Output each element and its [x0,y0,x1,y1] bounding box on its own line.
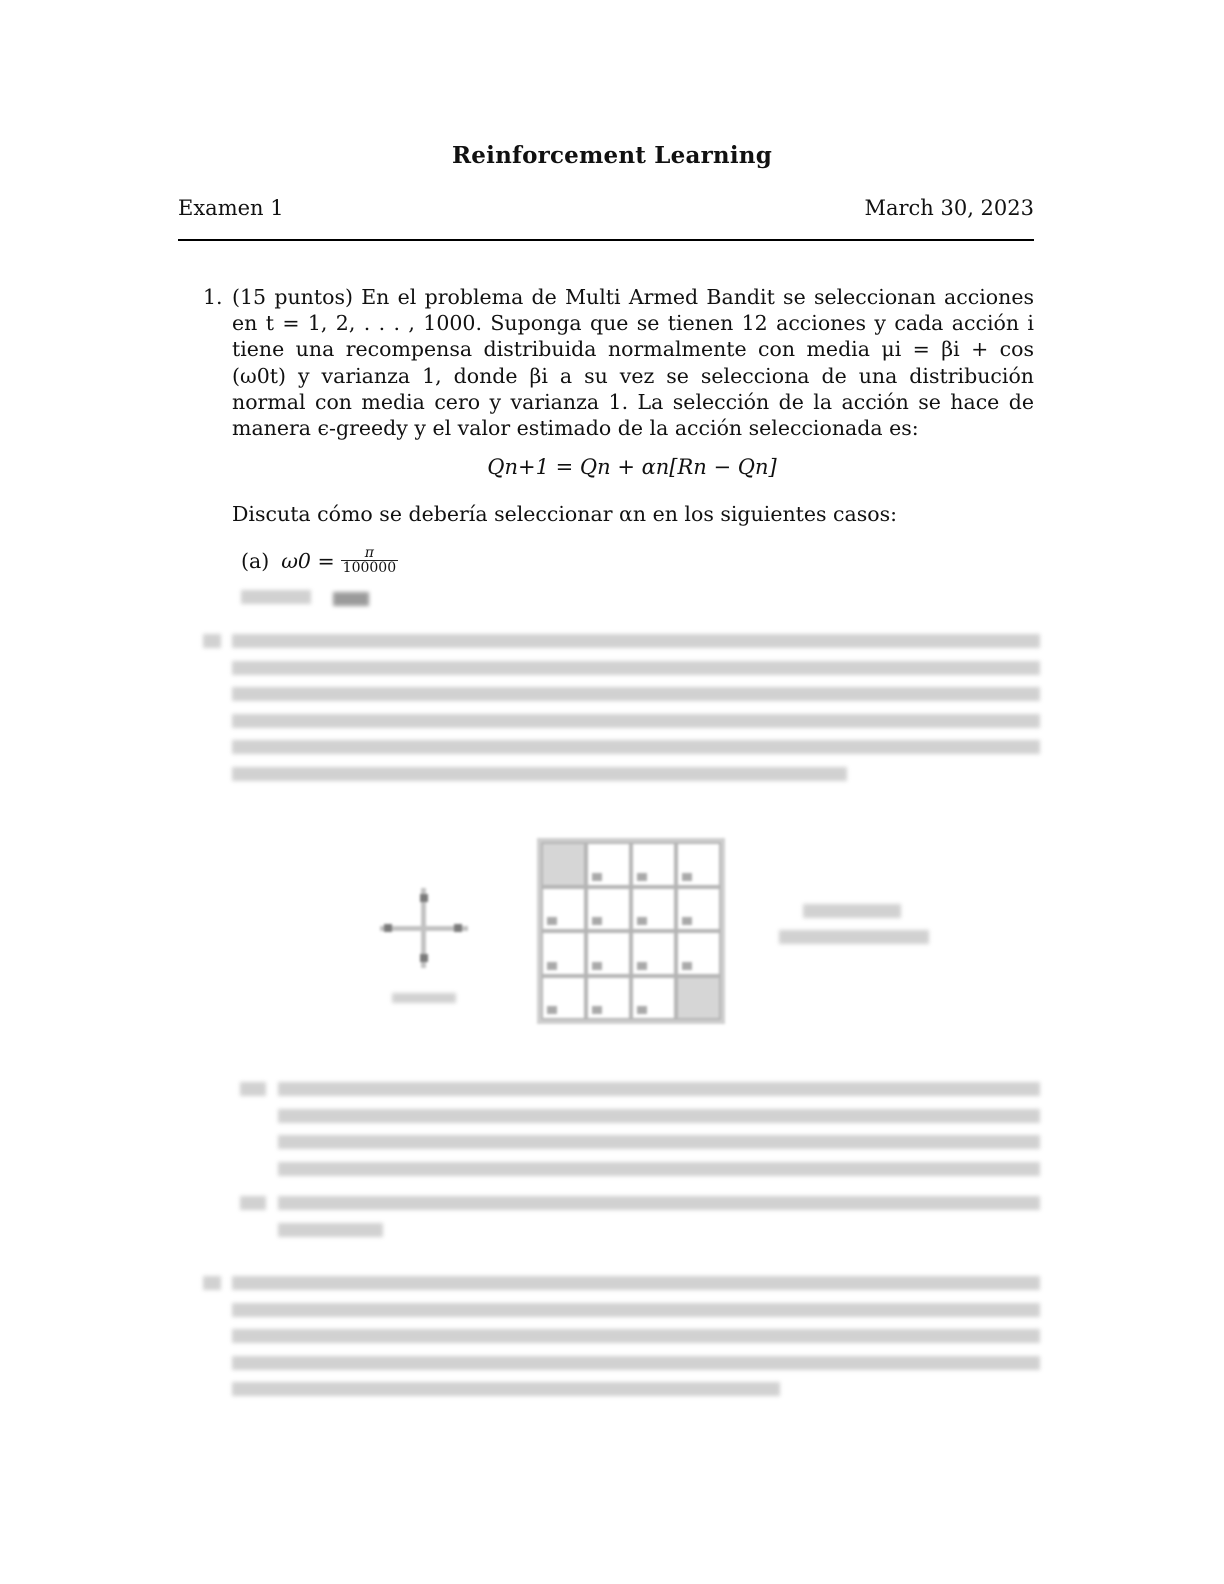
grid-cell [541,931,586,976]
problem-1 [203,284,1034,441]
grid-cell [631,842,676,887]
update-equation: Qn+1 = Qn + αn[Rn − Qn] [487,455,777,479]
document-title: Reinforcement Learning [451,142,772,169]
item-b-redacted [241,582,376,608]
gridworld-figure-redacted [537,838,725,1024]
grid-cell [676,842,721,887]
grid-cell [586,887,631,932]
grid-cell [631,976,676,1021]
header-rule [178,239,1034,241]
grid-cell [676,931,721,976]
reward-label-redacted [775,900,935,950]
problem-1-text: En el problema de Multi Armed Bandit se seleccionan acciones en t = 1, 2, . . . , 1000. Suponga que se tienen 12 acciones y cada acción i tiene una recompensa distribuida normalmente con media μi = βi + cos (ω0t) y varianza 1, donde βi a su vez se selecciona de una distribución normal con media cero y varianza 1. La selección de la acción se hace de manera ϵ-greedy y el valor estimado de la acción seleccionada es: [232,285,1034,441]
grid-cell [586,842,631,887]
grid-cell [586,931,631,976]
actions-diagram-redacted [380,888,470,968]
exam-date: March 30, 2023 [864,196,1034,220]
item-a-lhs: ω0 = [281,548,335,573]
grid-cell-terminal [676,976,721,1021]
problem-points: (15 puntos) [232,285,353,309]
problem-3-redacted [203,1272,1043,1407]
fraction-denominator: 100000 [342,560,397,576]
grid-cell [631,887,676,932]
grid-cell [631,931,676,976]
exam-label: Examen 1 [178,196,284,220]
problem-2-subitems-redacted [240,1078,1045,1243]
actions-caption-redacted [392,993,456,1003]
item-a-label: (a) [241,548,270,573]
item-a-fraction [341,546,398,575]
problem-1-body [232,284,1034,441]
grid-cell [541,976,586,1021]
grid-cell [541,887,586,932]
fraction-numerator: π [364,545,374,561]
grid-cell [676,887,721,932]
problem-2-redacted [203,630,1043,790]
problem-number: 1. [203,285,223,309]
discuss-prompt: Discuta cómo se debería seleccionar αn en los siguientes casos: [232,502,898,526]
grid-cell [586,976,631,1021]
item-a [241,546,398,575]
grid-cell-terminal [541,842,586,887]
